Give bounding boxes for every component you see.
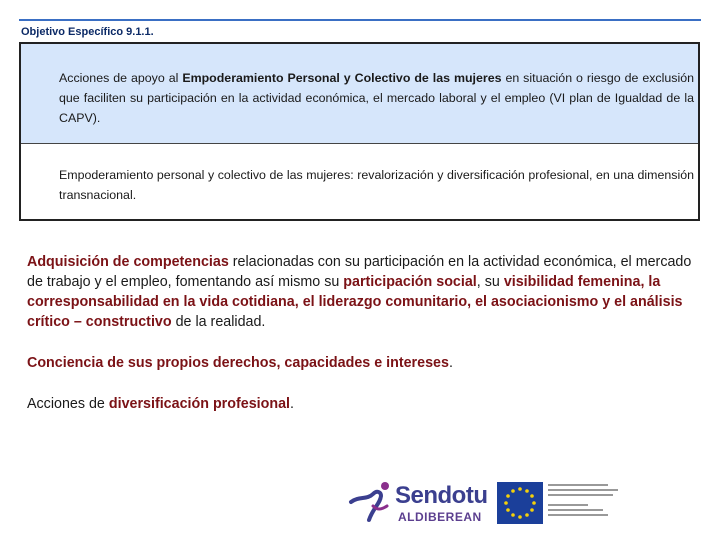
empowerment-emphasis: Empoderamiento Personal y Colectivo de las mujeres bbox=[182, 71, 502, 85]
text-run: relacionadas con su participación en la actividad económica, el mercado de trabajo y el empleo, fomentando así mismo su bbox=[27, 254, 692, 290]
paragraph-conciencia bbox=[27, 353, 692, 373]
paragraph-competencias bbox=[27, 252, 692, 332]
header-divider bbox=[19, 19, 701, 21]
paragraph-diversificacion bbox=[27, 394, 692, 414]
text-run: de la realidad. bbox=[171, 314, 266, 330]
text-run: Acciones de apoyo al bbox=[59, 71, 183, 85]
text-run: . bbox=[290, 396, 294, 412]
main-content bbox=[27, 252, 692, 435]
text-run: en situación o riesgo de exclusión que faciliten su participación en la actividad económica, el mercado laboral y el empleo (VI plan de Igualdad de la CAPV). bbox=[59, 71, 695, 125]
text-run: , su bbox=[476, 274, 504, 290]
objective-box-top bbox=[21, 44, 698, 144]
highlight: Adquisición de competencias bbox=[27, 254, 229, 270]
objective-description bbox=[59, 68, 694, 128]
section-header bbox=[19, 24, 701, 42]
highlight: diversificación profesional bbox=[108, 396, 291, 412]
objective-box bbox=[19, 42, 700, 221]
section-title: Objetivo Específico 9.1.1. bbox=[21, 26, 154, 38]
highlight: Conciencia de sus propios derechos, capacidades e intereses bbox=[27, 355, 449, 371]
eu-fund-text-block bbox=[548, 484, 620, 519]
brand-subtitle: ALDIBEREAN bbox=[398, 510, 482, 524]
text-run: Acciones de bbox=[27, 396, 109, 412]
brand-name: Sendotu bbox=[395, 482, 488, 509]
highlight: visibilidad femenina, la corresponsabilidad en la vida cotidiana, el liderazgo comunitario, el asociacionismo y el análisis crítico – constructivo bbox=[27, 274, 683, 330]
footer-logos bbox=[345, 478, 625, 528]
sendotu-figure-icon bbox=[347, 480, 393, 526]
highlight: participación social bbox=[343, 274, 477, 290]
objective-subtitle: Empoderamiento personal y colectivo de las mujeres: revalorización y diversificación profesional, en una dimensión transnacional. bbox=[59, 168, 694, 202]
eu-flag-icon bbox=[497, 482, 543, 524]
text-run: . bbox=[448, 355, 453, 371]
